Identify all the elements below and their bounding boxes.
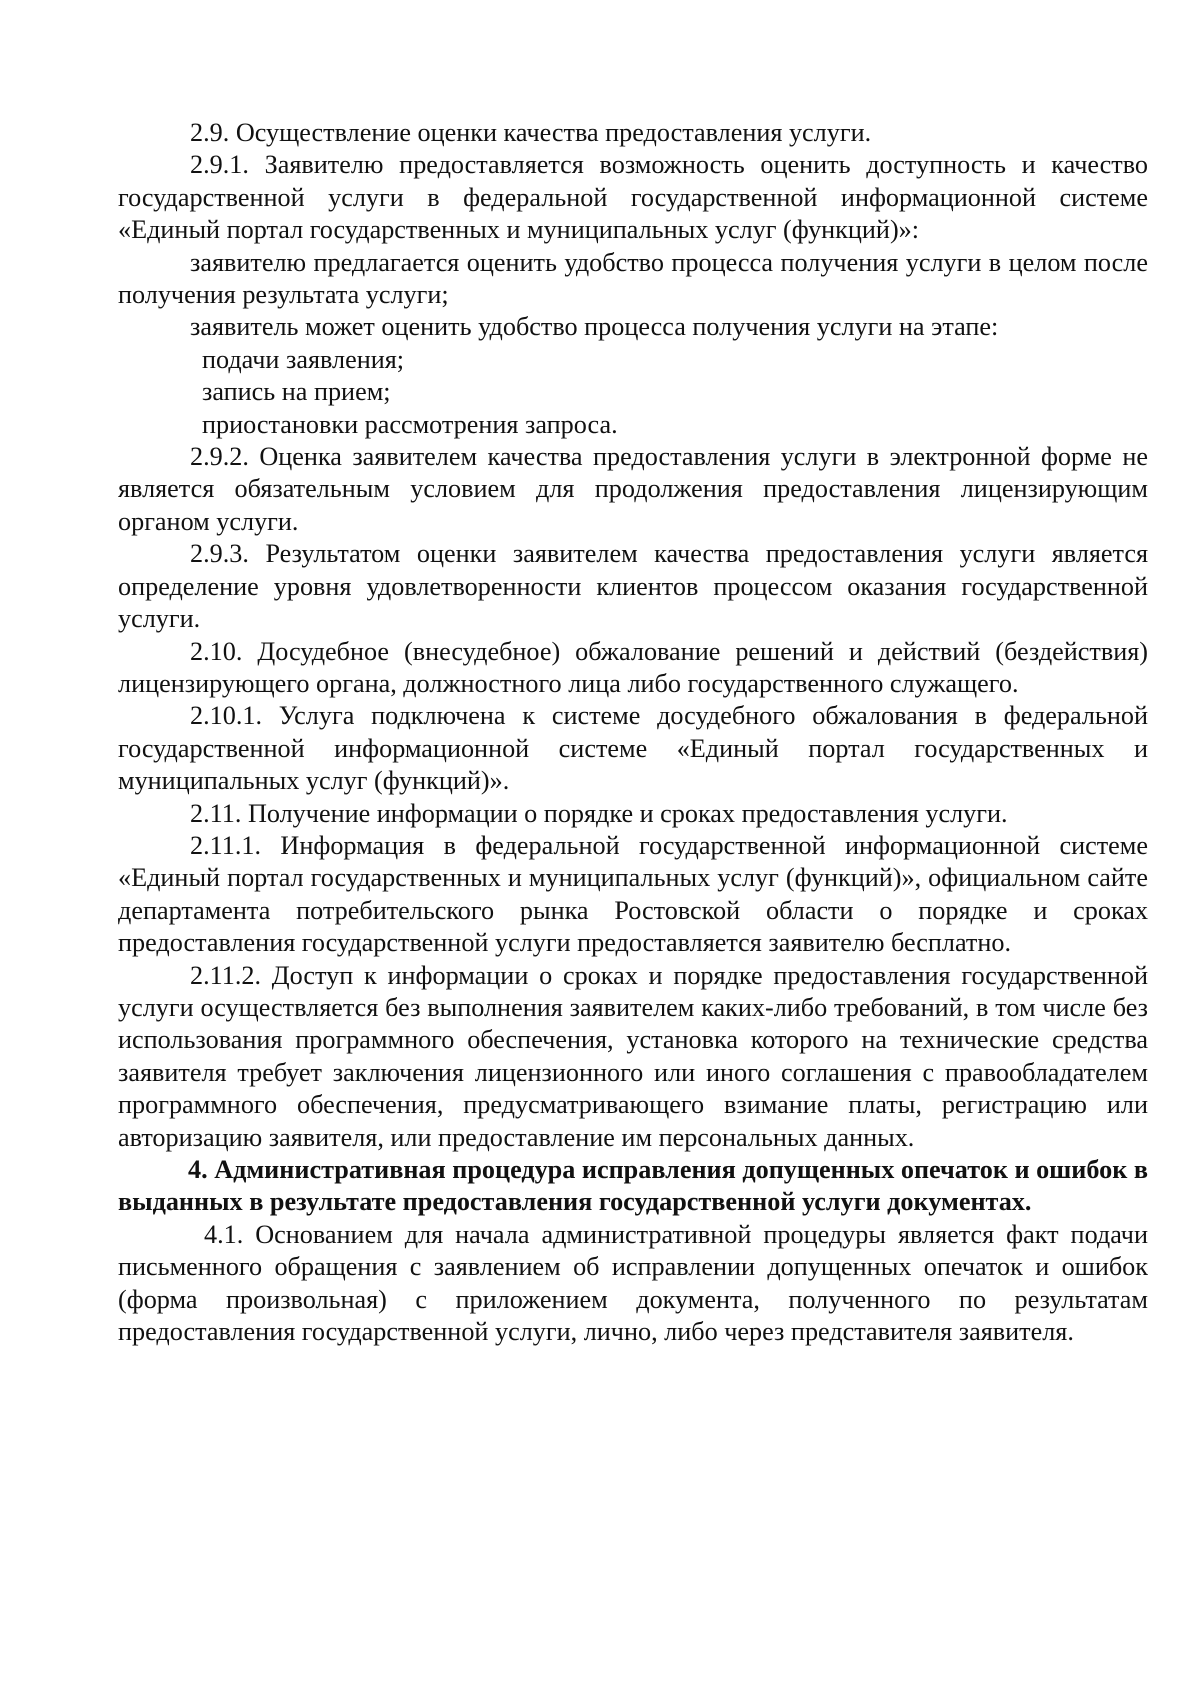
paragraph-2-10-1: 2.10.1. Услуга подключена к системе досудебного обжалования в федеральной государственной информационной системе «Единый портал государственных и муниципальных услуг (функций)». — [118, 701, 1148, 796]
list-item-stage-application: подачи заявления; — [202, 344, 405, 374]
paragraph-4-1: 4.1. Основанием для начала административной процедуры является факт подачи письменного обращения с заявлением об исправлении допущенных опечаток и ошибок (форма произвольная) с приложением документа, полученного по результатам предоставления государственной услуги, лично, либо через представителя заявителя. — [118, 1219, 1148, 1347]
paragraph-2-11-1: 2.11.1. Информация в федеральной государственной информационной системе «Единый портал государственных и муниципальных услуг (функций)», официальном сайте департамента потребительского рынка Ростовской области о порядке и сроках предоставления государственной услуги предоставляется заявителю бесплатно. — [118, 830, 1148, 958]
paragraph-2-9-1: 2.9.1. Заявителю предоставляется возможность оценить доступность и качество государственной услуги в федеральной государственной информационной системе «Единый портал государственных и муниципальных услуг (функций)»: — [118, 150, 1148, 245]
section-4-heading: 4. Административная процедура исправления допущенных опечаток и ошибок в выданных в результате предоставления государственной услуги документах. — [118, 1155, 1148, 1217]
paragraph-2-9-3: 2.9.3. Результатом оценки заявителем качества предоставления услуги является определение уровня удовлетворенности клиентов процессом оказания государственной услуги. — [118, 539, 1148, 634]
paragraph-rating-after-result: заявителю предлагается оценить удобство процесса получения услуги в целом после получения результата услуги; — [118, 247, 1148, 310]
paragraph-2-11: 2.11. Получение информации о порядке и сроках предоставления услуги. — [190, 798, 1008, 828]
paragraph-rating-stage-intro: заявитель может оценить удобство процесса получения услуги на этапе: — [190, 312, 999, 342]
paragraph-2-10: 2.10. Досудебное (внесудебное) обжалование решений и действий (бездействия) лицензирующего органа, должностного лица либо государственного служащего. — [118, 636, 1148, 698]
list-item-stage-appointment: запись на прием; — [202, 377, 391, 407]
paragraph-2-9: 2.9. Осуществление оценки качества предоставления услуги. — [190, 118, 872, 147]
list-item-stage-suspension: приостановки рассмотрения запроса. — [202, 409, 618, 439]
paragraph-2-9-2: 2.9.2. Оценка заявителем качества предоставления услуги в электронной форме не является обязательным условием для продолжения предоставления лицензирующим органом услуги. — [118, 442, 1148, 536]
document-body — [118, 117, 1148, 1348]
paragraph-2-11-2: 2.11.2. Доступ к информации о сроках и порядке предоставления государственной услуги осуществляется без выполнения заявителем каких-либо требований, в том числе без использования программного обеспечения, установка которого на технические средства заявителя требует заключения лицензионного или иного соглашения с правообладателем программного обеспечения, предусматривающего взимание платы, регистрацию или авторизацию заявителя, или предоставление им персональных данных. — [118, 960, 1148, 1152]
